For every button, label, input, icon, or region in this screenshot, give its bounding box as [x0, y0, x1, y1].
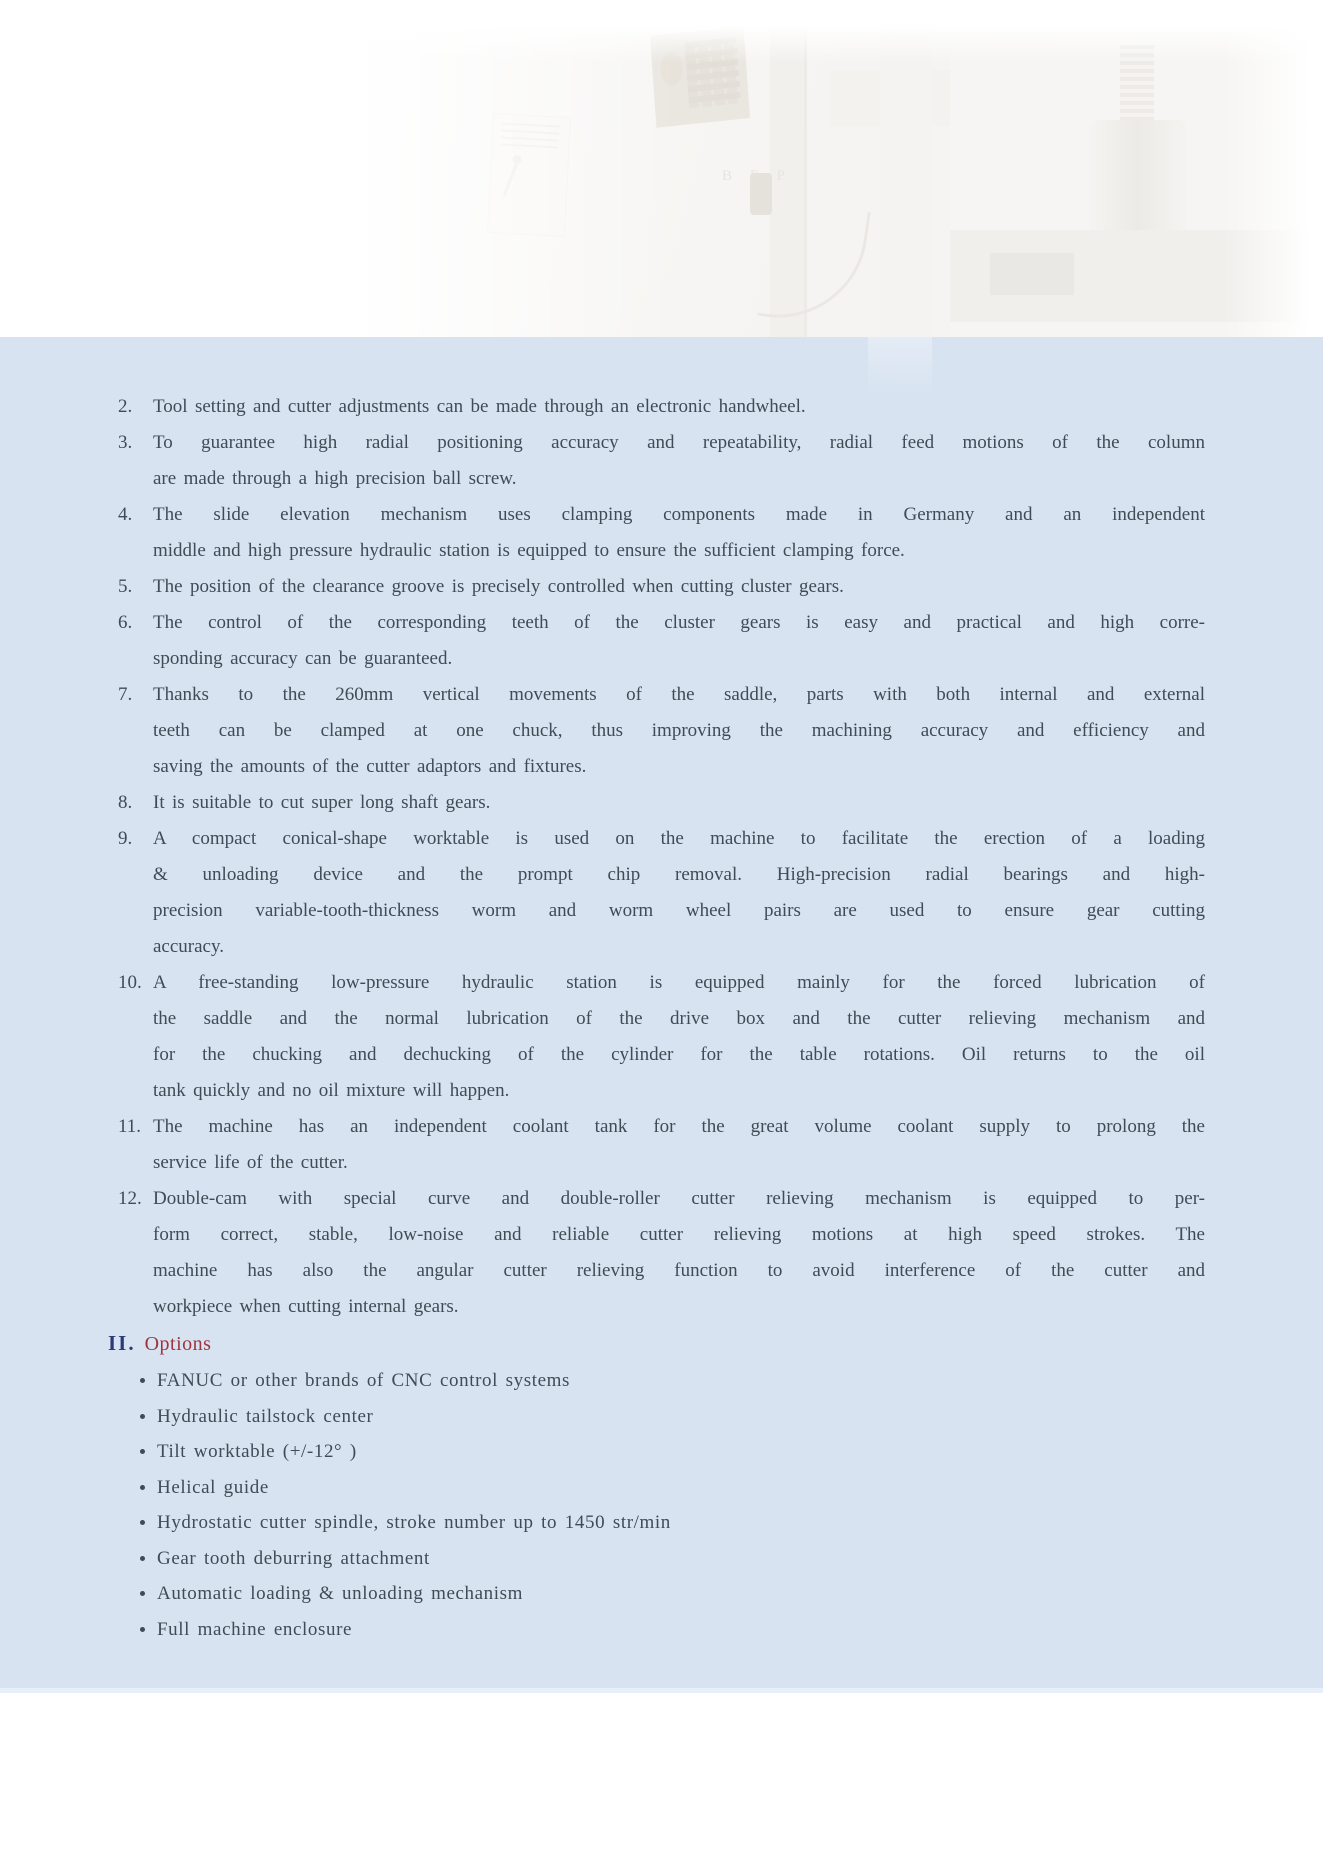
option-item [118, 1399, 1205, 1435]
bullet-icon [140, 1485, 145, 1490]
feature-line: machine has also the angular cutter relieving function to avoid interference of the cutter and [153, 1260, 1205, 1281]
option-label: Tilt worktable (+/-12° ) [157, 1441, 357, 1462]
option-item [118, 1363, 1205, 1399]
option-label: Hydraulic tailstock center [157, 1405, 374, 1427]
option-label: FANUC or other brands of CNC control systems [157, 1370, 571, 1391]
feature-line: A free-standing low-pressure hydraulic station is equipped mainly for the forced lubrication of [153, 972, 1205, 993]
feature-line: It is suitable to cut super long shaft gears. [153, 792, 491, 813]
feature-line: The position of the clearance groove is precisely controlled when cutting cluster gears. [153, 576, 844, 597]
option-label: Full machine enclosure [157, 1618, 353, 1640]
feature-list [118, 389, 1205, 1325]
page-content [108, 389, 1205, 1647]
bullet-icon [140, 1627, 145, 1632]
feature-item [118, 425, 1205, 497]
item-number: 9. [118, 828, 133, 849]
option-label: Hydrostatic cutter spindle, stroke number up to 1450 str/min [157, 1512, 671, 1533]
machine-photo [350, 25, 1310, 337]
feature-line: precision variable-tooth-thickness worm and worm wheel pairs are used to ensure gear cutting [153, 900, 1205, 921]
feature-line: A compact conical-shape worktable is used on the machine to facilitate the erection of a loading [153, 828, 1205, 849]
item-number: 4. [118, 504, 133, 525]
option-item [118, 1434, 1205, 1470]
feature-item [118, 389, 1205, 425]
item-number: 10. [118, 972, 142, 993]
feature-line: saving the amounts of the cutter adaptors and fixtures. [153, 756, 587, 777]
feature-line: sponding accuracy can be guaranteed. [153, 648, 453, 669]
feature-line: accuracy. [153, 936, 225, 957]
feature-line: The control of the corresponding teeth of the cluster gears is easy and practical and high corre- [153, 612, 1205, 633]
option-label: Automatic loading & unloading mechanism [157, 1583, 524, 1604]
options-section-numeral: II. [108, 1331, 136, 1355]
feature-line: service life of the cutter. [153, 1152, 348, 1173]
feature-line: the saddle and the normal lubrication of the drive box and the cutter relieving mechanism and [153, 1008, 1205, 1029]
feature-line: Thanks to the 260mm vertical movements of the saddle, parts with both internal and external [153, 684, 1205, 705]
feature-item [118, 497, 1205, 569]
feature-line: & unloading device and the prompt chip removal. High-precision radial bearings and high- [153, 864, 1205, 885]
feature-item [118, 605, 1205, 677]
feature-item [118, 785, 1205, 821]
feature-item [118, 677, 1205, 785]
feature-line: To guarantee high radial positioning accuracy and repeatability, radial feed motions of the column [153, 432, 1205, 453]
feature-line: Tool setting and cutter adjustments can be made through an electronic handwheel. [153, 396, 806, 417]
feature-line: Double-cam with special curve and double-roller cutter relieving mechanism is equipped to per- [153, 1188, 1205, 1209]
item-number: 12. [118, 1188, 142, 1209]
feature-item [118, 821, 1205, 965]
item-number: 8. [118, 792, 133, 813]
item-number: 2. [118, 396, 133, 417]
option-item [118, 1541, 1205, 1577]
options-section-title: Options [144, 1333, 212, 1355]
option-label: Helical guide [157, 1476, 269, 1498]
feature-item [118, 569, 1205, 605]
item-number: 6. [118, 612, 133, 633]
feature-line: form correct, stable, low-noise and reliable cutter relieving motions at high speed strokes. The [153, 1224, 1205, 1245]
feature-line: tank quickly and no oil mixture will happen. [153, 1080, 510, 1101]
item-number: 5. [118, 576, 133, 597]
feature-item [118, 965, 1205, 1109]
option-label: Gear tooth deburring attachment [157, 1547, 430, 1569]
item-number: 3. [118, 432, 133, 453]
feature-line: middle and high pressure hydraulic station is equipped to ensure the sufficient clamping force. [153, 540, 905, 561]
options-list [118, 1363, 1205, 1647]
feature-line: workpiece when cutting internal gears. [153, 1296, 459, 1317]
bullet-icon [140, 1449, 145, 1454]
options-header [108, 1325, 1205, 1362]
option-item [118, 1576, 1205, 1612]
bullet-icon [140, 1556, 145, 1561]
feature-item [118, 1109, 1205, 1181]
feature-item [118, 1181, 1205, 1325]
bullet-icon [140, 1591, 145, 1596]
feature-line: The machine has an independent coolant tank for the great volume coolant supply to prolong the [153, 1116, 1205, 1137]
feature-line: are made through a high precision ball screw. [153, 468, 517, 489]
bullet-icon [140, 1378, 145, 1383]
bullet-icon [140, 1520, 145, 1525]
item-number: 7. [118, 684, 133, 705]
feature-line: The slide elevation mechanism uses clamping components made in Germany and an independent [153, 504, 1205, 525]
option-item [118, 1470, 1205, 1506]
option-item [118, 1505, 1205, 1541]
bullet-icon [140, 1414, 145, 1419]
feature-line: for the chucking and dechucking of the cylinder for the table rotations. Oil returns to the oil [153, 1044, 1205, 1065]
feature-line: teeth can be clamped at one chuck, thus improving the machining accuracy and efficiency and [153, 720, 1205, 741]
option-item [118, 1612, 1205, 1648]
item-number: 11. [118, 1116, 142, 1137]
